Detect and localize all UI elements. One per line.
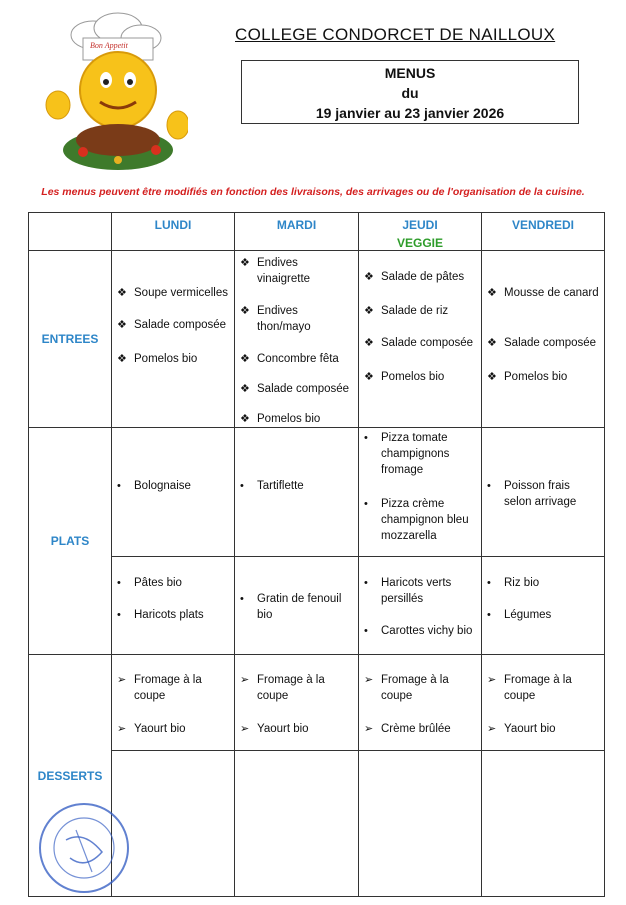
desserts-item	[359, 672, 477, 704]
entrees-lundi	[112, 251, 235, 428]
diamond-bullet-icon: ❖	[240, 413, 250, 425]
dot-bullet-icon: •	[117, 609, 121, 621]
diamond-bullet-icon: ❖	[487, 337, 497, 349]
diamond-bullet-icon: ❖	[487, 287, 497, 299]
arrow-bullet-icon: ➢	[240, 723, 250, 735]
plats-item	[359, 496, 477, 544]
dot-bullet-icon: •	[364, 432, 368, 444]
accompagnements-item	[482, 575, 600, 591]
notice-text: Les menus peuvent être modifiés en fonction des livraisons, des arrivages ou de l'organisation de la cuisine.	[41, 186, 585, 198]
dot-bullet-icon: •	[364, 498, 368, 510]
du-label: du	[401, 85, 419, 101]
day-header-mardi: MARDI	[235, 213, 359, 251]
diamond-bullet-icon: ❖	[117, 319, 127, 331]
item-label: Poisson frais selon arrivage	[504, 480, 577, 508]
plats-lundi	[112, 428, 235, 557]
arrow-bullet-icon: ➢	[364, 723, 374, 735]
item-label: Concombre fêta	[257, 353, 339, 365]
desserts-item	[235, 721, 354, 737]
dot-bullet-icon: •	[117, 577, 121, 589]
entrees-item	[235, 411, 354, 427]
entrees-item	[482, 335, 600, 351]
desserts-item	[235, 672, 354, 704]
day-label-jeudi: JEUDI	[402, 218, 438, 232]
desserts-item	[482, 672, 600, 704]
desserts-mardi	[235, 655, 359, 751]
school-name: COLLEGE CONDORCET DE NAILLOUX	[235, 25, 556, 44]
date-range: 19 janvier au 23 janvier 2026	[315, 105, 505, 121]
diamond-bullet-icon: ❖	[240, 383, 250, 395]
item-label: Pomelos bio	[134, 353, 198, 365]
entrees-item	[112, 351, 230, 367]
diamond-bullet-icon: ❖	[364, 305, 374, 317]
item-label: Salade composée	[257, 383, 350, 395]
item-label: Salade composée	[504, 337, 597, 349]
row-label-desserts: DESSERTS	[29, 655, 112, 897]
plats-item	[359, 430, 477, 478]
item-label: Haricots verts persillés	[381, 577, 452, 605]
item-label: Endives thon/mayo	[257, 305, 311, 333]
day-header-lundi: LUNDI	[112, 213, 235, 251]
entrees-mardi	[235, 251, 359, 428]
item-label: Pâtes bio	[134, 577, 182, 589]
diamond-bullet-icon: ❖	[487, 371, 497, 383]
dot-bullet-icon: •	[487, 480, 491, 492]
entrees-item	[235, 351, 354, 367]
dot-bullet-icon: •	[240, 480, 244, 492]
fruits-jeudi	[359, 751, 482, 897]
item-label: Fromage à la coupe	[134, 674, 202, 702]
item-label: Salade de riz	[381, 305, 449, 317]
menus-title: MENUS	[384, 65, 436, 81]
item-label: Riz bio	[504, 577, 540, 589]
item-label: Salade composée	[381, 337, 474, 349]
entrees-item	[359, 303, 477, 319]
diamond-bullet-icon: ❖	[117, 287, 127, 299]
entrees-jeudi	[359, 251, 482, 428]
diamond-bullet-icon: ❖	[364, 337, 374, 349]
menu-table	[28, 212, 605, 897]
plats-item	[235, 478, 354, 494]
item-label: Pizza crème champignon bleu mozzarella	[381, 498, 469, 542]
item-label: Pomelos bio	[504, 371, 568, 383]
arrow-bullet-icon: ➢	[117, 723, 127, 735]
item-label: Endives vinaigrette	[257, 257, 311, 285]
diamond-bullet-icon: ❖	[117, 353, 127, 365]
arrow-bullet-icon: ➢	[364, 674, 374, 686]
plats-vendredi	[482, 428, 605, 557]
bon-appetit-logo	[38, 10, 188, 175]
accompagnements-item	[359, 623, 477, 639]
item-label: Crème brûlée	[381, 723, 451, 735]
accompagnement-jeudi	[359, 557, 482, 655]
item-label: Pomelos bio	[381, 371, 445, 383]
item-label: Pomelos bio	[257, 413, 321, 425]
item-label: Yaourt bio	[134, 723, 186, 735]
arrow-bullet-icon: ➢	[487, 723, 497, 735]
accompagnement-mardi	[235, 557, 359, 655]
item-label: Fromage à la coupe	[257, 674, 325, 702]
accompagnements-item	[482, 607, 600, 623]
accompagnement-vendredi	[482, 557, 605, 655]
item-label: Légumes	[504, 609, 552, 621]
entrees-item	[235, 381, 354, 397]
item-label: Salade composée	[134, 319, 227, 331]
arrow-bullet-icon: ➢	[117, 674, 127, 686]
diamond-bullet-icon: ❖	[240, 353, 250, 365]
diamond-bullet-icon: ❖	[240, 305, 250, 317]
item-label: Yaourt bio	[257, 723, 309, 735]
item-label: Pizza tomate champignons fromage	[381, 432, 450, 476]
dot-bullet-icon: •	[487, 577, 491, 589]
entrees-vendredi	[482, 251, 605, 428]
arrow-bullet-icon: ➢	[240, 674, 250, 686]
plats-mardi	[235, 428, 359, 557]
item-label: Soupe vermicelles	[134, 287, 228, 299]
entrees-item	[482, 369, 600, 385]
dot-bullet-icon: •	[364, 577, 368, 589]
dot-bullet-icon: •	[364, 625, 368, 637]
desserts-jeudi	[359, 655, 482, 751]
desserts-vendredi	[482, 655, 605, 751]
plats-item	[482, 478, 600, 510]
item-label: Yaourt bio	[504, 723, 556, 735]
entrees-item	[359, 269, 477, 285]
diamond-bullet-icon: ❖	[364, 371, 374, 383]
desserts-item	[112, 672, 230, 704]
entrees-item	[359, 335, 477, 351]
desserts-item	[482, 721, 600, 737]
accompagnements-item	[112, 607, 230, 623]
day-header-jeudi	[359, 213, 482, 251]
fruits-vendredi	[482, 751, 605, 897]
diamond-bullet-icon: ❖	[364, 271, 374, 283]
item-label: Fromage à la coupe	[504, 674, 572, 702]
item-label: Tartiflette	[257, 480, 304, 492]
entrees-item	[235, 255, 354, 287]
accompagnements-item	[112, 575, 230, 591]
item-label: Bolognaise	[134, 480, 191, 492]
item-label: Mousse de canard	[504, 287, 599, 299]
item-label: Salade de pâtes	[381, 271, 465, 283]
dot-bullet-icon: •	[487, 609, 491, 621]
arrow-bullet-icon: ➢	[487, 674, 497, 686]
item-label: Haricots plats	[134, 609, 204, 621]
plats-jeudi	[359, 428, 482, 557]
accompagnements-item	[235, 591, 354, 623]
menu-dates-box	[241, 60, 579, 124]
dot-bullet-icon: •	[117, 480, 121, 492]
diamond-bullet-icon: ❖	[240, 257, 250, 269]
item-label: Fromage à la coupe	[381, 674, 449, 702]
dot-bullet-icon: •	[240, 593, 244, 605]
corner-cell	[29, 213, 112, 251]
accompagnement-lundi	[112, 557, 235, 655]
item-label: Gratin de fenouil bio	[257, 593, 342, 621]
accompagnements-item	[359, 575, 477, 607]
fruits-mardi	[235, 751, 359, 897]
row-label-plats: PLATS	[29, 428, 112, 655]
plats-item	[112, 478, 230, 494]
entrees-item	[112, 317, 230, 333]
item-label: Carottes vichy bio	[381, 625, 473, 637]
day-header-vendredi: VENDREDI	[482, 213, 605, 251]
desserts-item	[112, 721, 230, 737]
principal-stamp	[36, 800, 132, 896]
row-label-entrees: ENTREES	[29, 251, 112, 428]
desserts-lundi	[112, 655, 235, 751]
entrees-item	[359, 369, 477, 385]
entrees-item	[235, 303, 354, 335]
desserts-item	[359, 721, 477, 737]
svg-text:Bon Appetit: Bon Appetit	[90, 41, 128, 50]
entrees-item	[482, 285, 600, 301]
veggie-label: VEGGIE	[396, 236, 443, 250]
entrees-item	[112, 285, 230, 301]
